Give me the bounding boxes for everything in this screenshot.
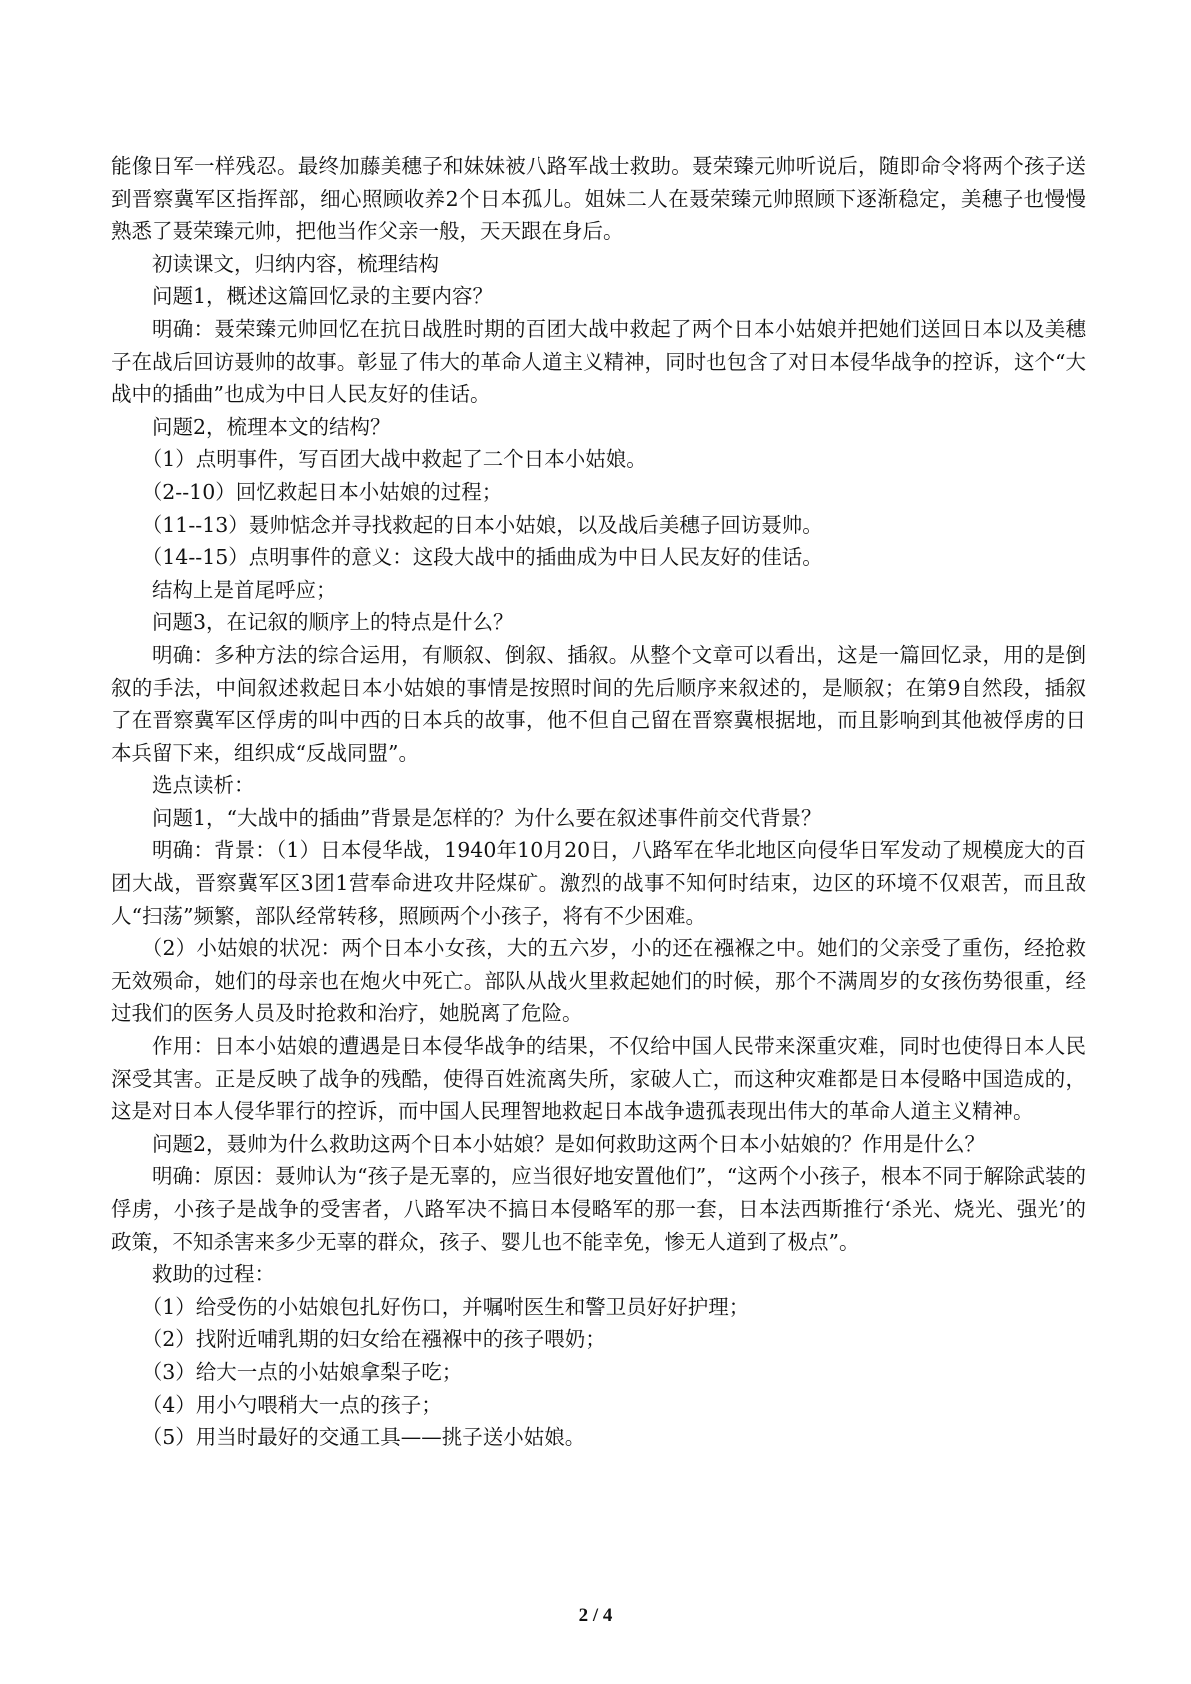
paragraph: 问题1，“大战中的插曲”背景是怎样的？为什么要在叙述事件前交代背景？ (152, 805, 822, 830)
paragraph: 明确：背景：（1）日本侵华战，1940年10月20日，八路军在华北地区向侵华日军发动了规模庞大的百团大战，晋察冀军区3团1营奉命进攻井陉煤矿。激烈的战事不知何时结束，边区的环境不仅艰苦，而且敌人“扫荡”频繁，部队经常转移，照顾两个小孩子，将有不少困难。 (111, 838, 1086, 928)
paragraph: 问题3，在记叙的顺序上的特点是什么？ (152, 610, 514, 635)
list-item: （1）点明事件，写百团大战中救起了二个日本小姑娘。 (141, 447, 647, 472)
paragraph: 明确：聂荣臻元帅回忆在抗日战胜时期的百团大战中救起了两个日本小姑娘并把她们送回日本以及美穗子在战后回访聂帅的故事。彰显了伟大的革命人道主义精神，同时也包含了对日本侵华战争的控诉，这个“大战中的插曲”也成为中日人民友好的佳话。 (111, 316, 1086, 407)
paragraph: 问题2，梳理本文的结构？ (152, 414, 391, 439)
list-item: （2）找附近哺乳期的妇女给在襁褓中的孩子喂奶； (141, 1327, 606, 1352)
document-body (111, 150, 1086, 1454)
list-item: （4）用小勺喂稍大一点的孩子； (141, 1392, 442, 1417)
paragraph: 初读课文，归纳内容，梳理结构 (152, 251, 439, 276)
paragraph: （2）小姑娘的状况：两个日本小女孩，大的五六岁，小的还在襁褓之中。她们的父亲受了重伤，经抢救无效殒命，她们的母亲也在炮火中死亡。部队从战火里救起她们的时候，那个不满周岁的女孩伤势很重，经过我们的医务人员及时抢救和治疗，她脱离了危险。 (111, 936, 1086, 1026)
paragraph: 选点读析： (152, 773, 255, 798)
paragraph: 能像日军一样残忍。最终加藤美穗子和妹妹被八路军战士救助。聂荣臻元帅听说后，随即命令将两个孩子送到晋察冀军区指挥部，细心照顾收养2个日本孤儿。姐妹二人在聂荣臻元帅照顾下逐渐稳定，美穗子也慢慢熟悉了聂荣臻元帅，把他当作父亲一般，天天跟在身后。 (111, 154, 1086, 244)
list-item: （5）用当时最好的交通工具——挑子送小姑娘。 (141, 1425, 586, 1450)
page-number: 2 / 4 (578, 1605, 613, 1626)
paragraph: 问题2，聂帅为什么救助这两个日本小姑娘？是如何救助这两个日本小姑娘的？作用是什么？ (152, 1131, 986, 1156)
paragraph: 作用：日本小姑娘的遭遇是日本侵华战争的结果，不仅给中国人民带来深重灾难，同时也使得日本人民深受其害。正是反映了战争的残酷，使得百姓流离失所，家破人亡，而这种灾难都是日本侵略中国造成的，这是对日本人侵华罪行的控诉，而中国人民理智地救起日本战争遗孤表现出伟大的革命人道主义精神。 (111, 1034, 1086, 1124)
paragraph: 明确：原因：聂帅认为“孩子是无辜的，应当很好地安置他们”，“这两个小孩子，根本不同于解除武装的俘虏，小孩子是战争的受害者，八路军决不搞日本侵略军的那一套，日本法西斯推行‘杀光、烧光、强光’的政策，不知杀害来多少无辜的群众，孩子、婴儿也不能幸免，惨无人道到了极点”。 (111, 1164, 1086, 1254)
list-item: （11--13）聂帅惦念并寻找救起的日本小姑娘，以及战后美穗子回访聂帅。 (141, 512, 823, 537)
list-item: （1）给受伤的小姑娘包扎好伤口，并嘱咐医生和警卫员好好护理； (141, 1294, 750, 1319)
paragraph: 救助的过程： (152, 1262, 275, 1287)
paragraph: 问题1，概述这篇回忆录的主要内容？ (152, 284, 494, 309)
list-item: （3）给大一点的小姑娘拿梨子吃； (141, 1359, 463, 1384)
paragraph: 结构上是首尾呼应； (152, 577, 337, 602)
list-item: （14--15）点明事件的意义：这段大战中的插曲成为中日人民友好的佳话。 (141, 545, 823, 570)
paragraph: 明确：多种方法的综合运用，有顺叙、倒叙、插叙。从整个文章可以看出，这是一篇回忆录，用的是倒叙的手法，中间叙述救起日本小姑娘的事情是按照时间的先后顺序来叙述的，是顺叙；在第9自然段，插叙了在晋察冀军区俘虏的叫中西的日本兵的故事，他不但自己留在晋察冀根据地，而且影响到其他被俘虏的日本兵留下来，组织成“反战同盟”。 (111, 642, 1086, 765)
list-item: （2--10）回忆救起日本小姑娘的过程； (141, 479, 503, 504)
